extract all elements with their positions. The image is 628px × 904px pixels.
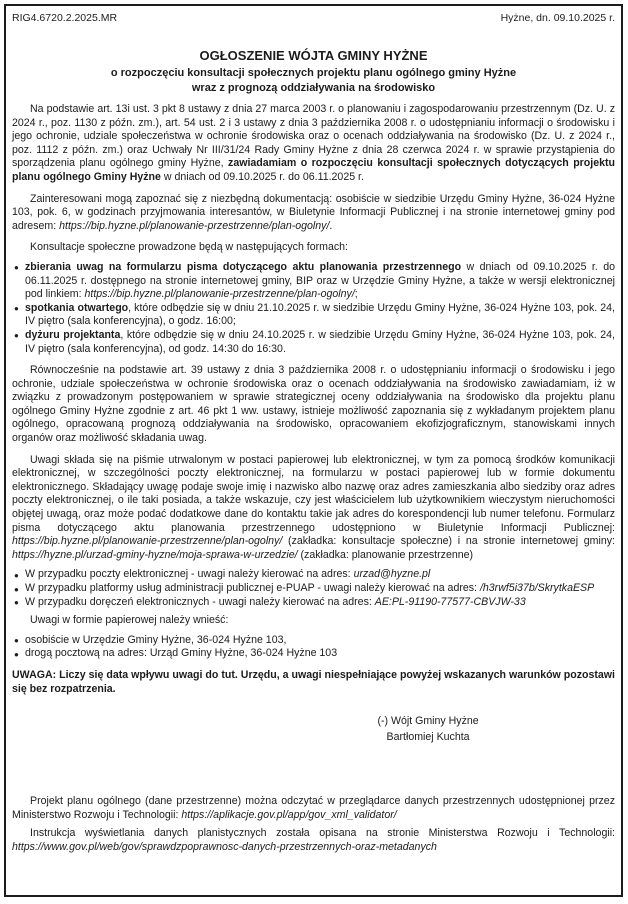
document-body xyxy=(12,103,615,855)
page-title: OGŁOSZENIE WÓJTA GMINY HYŻNE xyxy=(199,48,428,63)
signature-name-line: Bartłomiej Kuchta xyxy=(386,730,470,743)
document-header xyxy=(12,12,615,25)
bullet-icon: ● xyxy=(14,570,19,580)
list-item-text xyxy=(25,329,615,355)
bullet-icon: ● xyxy=(14,331,19,341)
text-run: osobiście w Urzędzie Gminy Hyżne, 36-024 Hyżne 103, xyxy=(25,633,287,646)
subtitle-line-1: o rozpoczęciu konsultacji społecznych projektu planu ogólnego gminy Hyżne xyxy=(110,67,517,79)
inline-link-text: https://aplikacje.gov.pl/app/gov_xml_validator/ xyxy=(181,808,397,821)
text-run: Instrukcja wyświetlania danych planistycznych została opisana na stronie Ministerstwa Rozwoju i Technologii: xyxy=(30,827,615,840)
inline-link-text: https://bip.hyzne.pl/planowanie-przestrzenne/plan-ogolny/ xyxy=(84,288,355,301)
electronic-channels-list-item xyxy=(12,582,615,596)
text-run: , które odbędzie się w dniu 21.10.2025 r. w siedzibie Urzędu Gminy Hyżne, 36-024 Hyżne 103, pok. 24, IV piętro (sala konferencyjna), o godz. 16:00; xyxy=(25,301,615,328)
list-item-text xyxy=(25,261,615,300)
bullet-icon: ● xyxy=(14,598,19,608)
signature-role-line: (-) Wójt Gminy Hyżne xyxy=(377,715,479,728)
electronic-channels-list-item xyxy=(12,568,615,582)
text-run: Uwagi składa się na piśmie utrwalonym w postaci papierowej lub elektronicznej, w tym za pomocą środków komunikacji elektronicznej, w szczególności poczty elektronicznej, na formularzu w postaci papierowej lub w formie dokumentu elektronicznego. Składający uwagę podaje swoje imię i nazwisko albo nazwę oraz adres zamieszkania albo siedziby oraz adres poczty elektronicznej, o ile taki posiada, a także wskazuje, czy jest właścicielem lub użytkownikiem wieczystym nieruchomości objętej uwagą, oraz może podać dodatkowe dane do kontaktu takie jak adres do korespondencji lub numer telefonu. Formularz pisma dotyczącego aktu planowania przestrzennego udostępniono w Biuletynie Informacji Publicznej: xyxy=(12,453,615,534)
announcement-page xyxy=(4,4,623,897)
paper-channels-list-item xyxy=(12,634,615,648)
text-run: W przypadku poczty elektronicznej - uwagi należy kierować na adres: xyxy=(25,568,354,581)
bullet-icon: ● xyxy=(14,263,19,273)
list-item-text xyxy=(25,596,526,608)
inline-link-text: urzad@hyzne.pl xyxy=(353,568,431,581)
text-run: drogą pocztową na adres: Urząd Gminy Hyżne, 36-024 Hyżne 103 xyxy=(25,647,338,660)
consultation-forms-list-item xyxy=(12,329,615,356)
text-run: W przypadku doręczeń elektronicznych - uwagi należy kierować na adres: xyxy=(25,595,375,608)
bold-text-run: zbierania uwag na formularzu pisma dotyczącego aktu planowania przestrzennego xyxy=(25,260,462,273)
signature-block xyxy=(314,714,543,745)
consultation-forms-list-item xyxy=(12,302,615,329)
text-run: Uwagi w formie papierowej należy wnieść: xyxy=(30,614,229,627)
text-run: Równocześnie na podstawie art. 39 ustawy z dnia 3 października 2008 r. o udostępnianiu informacji o środowisku i jego ochronie, udziale społeczeństwa w ochronie środowiska oraz o ocenach oddziaływania na środowisko zawiadamiam, iż w związku z prowadzonym postępowaniem w sprawie strategicznej oceny oddziaływania na środowisko dla projektu planu ogólnego Gminy Hyżne zgodnie z art. 46 pkt 1 ww. ustawy, istnieje możliwość zapoznania się z wykładanym projektem planu ogólnego, opracowaną prognozą oddziaływania na środowisko, opracowaniem ekofizjograficznym, stanowiskami innych organów oraz możliwość składania uwag. xyxy=(12,364,615,445)
bullet-icon: ● xyxy=(14,584,19,594)
environmental-assessment-paragraph xyxy=(12,364,615,446)
text-run: . xyxy=(329,219,333,232)
bullet-icon: ● xyxy=(14,649,19,659)
inline-link-text: https://hyzne.pl/urzad-gminy-hyzne/moja-sprawa-w-urzedzie/ xyxy=(12,548,298,561)
inline-link-text: https://bip.hyzne.pl/planowanie-przestrzenne/plan-ogolny/ xyxy=(12,535,283,548)
inline-link-text: https://bip.hyzne.pl/planowanie-przestrzenne/plan-ogolny/ xyxy=(59,219,330,232)
text-run: Na podstawie art. 13i ust. 3 pkt 8 ustawy z dnia 27 marca 2003 r. o planowaniu i zagospodarowaniu przestrzennym (Dz. U. z 2024 r., poz. 1130 z późn. zm.), art. 54 ust. 2 i 3 ustawy z dnia 3 października 2008 r. o udostępnianiu informacji o środowisku i jego ochronie, udziale społeczeństwa w ochronie środowiska oraz o ocenach oddziaływania na środowisko (Dz. U. z 2024 r., poz. 1112 z późn. zm.) oraz Uchwały Nr III/31/24 Rady Gminy Hyżne z dnia 28 czerwca 2024 r. w sprawie przystąpienia do sporządzenia planu ogólnego gminy Hyżne, xyxy=(12,103,615,170)
text-run: W przypadku platformy usług administracji publicznej e-PUAP - uwagi należy kierować na adres: xyxy=(25,582,480,594)
text-run: w dniach od 09.10.2025 r. do 06.11.2025 r. dostępnego na stronie internetowej gminy, BIP oraz w Urzędzie Gminy Hyżne, a także w wersji elektronicznej pod linkiem: xyxy=(25,260,615,301)
inline-link-text: https://www.gov.pl/web/gov/sprawdzpoprawnosc-danych-przestrzennych-oraz-metadanych xyxy=(12,840,437,853)
warning-paragraph xyxy=(12,669,615,696)
documentation-access-paragraph xyxy=(12,193,615,234)
spacer xyxy=(12,745,615,787)
bold-text-run: dyżuru projektanta xyxy=(25,328,121,341)
spatial-data-viewer-paragraph xyxy=(12,795,615,822)
paper-remarks-intro xyxy=(12,614,615,628)
bold-text-run: spotkania otwartego xyxy=(25,301,129,314)
list-item-text xyxy=(25,647,337,659)
subtitle-line-2: wraz z prognozą oddziaływania na środowisko xyxy=(191,81,436,94)
text-run: Zainteresowani mogą zapoznać się z niezbędną dokumentacją: osobiście w siedzibie Urzędu Gminy Hyżne, 36-024 Hyżne 103, pok. 6, w godzinach przyjmowania interesantów, w Biuletynie Informacji Publicznej i na stronie internetowej gminy pod adresem: xyxy=(12,192,615,232)
text-run: ; xyxy=(354,288,358,301)
text-run: w dniach od 09.10.2025 r. do 06.11.2025 r. xyxy=(160,170,364,183)
electronic-channels-list-item xyxy=(12,596,615,610)
text-run: (zakładka: konsultacje społeczne) i na stronie internetowej gminy: xyxy=(282,535,615,548)
inline-link-text: AE:PL-91190-77577-CBVJW-33 xyxy=(374,595,526,608)
place-and-date: Hyżne, dn. 09.10.2025 r. xyxy=(500,12,615,24)
legal-basis-paragraph xyxy=(12,103,615,185)
inline-link-text: /h3rwf5i37b/SkrytkaESP xyxy=(479,582,595,594)
list-item-text xyxy=(25,302,615,328)
text-run: Projekt planu ogólnego (dane przestrzenne) można odczytać w przeglądarce danych przestrzennych udostępnionej przez Ministerstwo Rozwoju i Technologii: xyxy=(12,795,615,821)
list-item-text xyxy=(25,568,430,580)
list-item-text xyxy=(25,582,594,594)
consultation-forms-list-item xyxy=(12,261,615,302)
remarks-submission-paragraph xyxy=(12,454,615,563)
bold-text-run: zawiadamiam o rozpoczęciu konsultacji społecznych dotyczących projektu planu ogólnego Gminy Hyżne xyxy=(12,157,616,183)
list-item-text xyxy=(25,634,286,646)
text-run: UWAGA: Liczy się data wpływu uwagi do tut. Urzędu, a uwagi niespełniające powyżej wskazanych warunków pozostawi się bez rozpatrzenia. xyxy=(12,668,615,695)
text-run: , które odbędzie się w dniu 24.10.2025 r. w siedzibie Urzędu Gminy Hyżne, 36-024 Hyżne 103, pok. 24, IV piętro (sala konferencyjna), od godz. 14:30 do 16:30. xyxy=(25,328,615,355)
reference-number: RIG4.6720.2.2025.MR xyxy=(12,12,118,24)
bullet-icon: ● xyxy=(14,636,19,646)
text-run: (zakładka: planowanie przestrzenne) xyxy=(297,548,474,561)
consultation-forms-intro xyxy=(12,241,615,255)
text-run: Konsultacje społeczne prowadzone będą w następujących formach: xyxy=(30,241,349,254)
paper-channels-list-item xyxy=(12,647,615,661)
spacer xyxy=(12,696,615,714)
bullet-icon: ● xyxy=(14,304,19,314)
planning-data-instruction-paragraph xyxy=(12,827,615,854)
